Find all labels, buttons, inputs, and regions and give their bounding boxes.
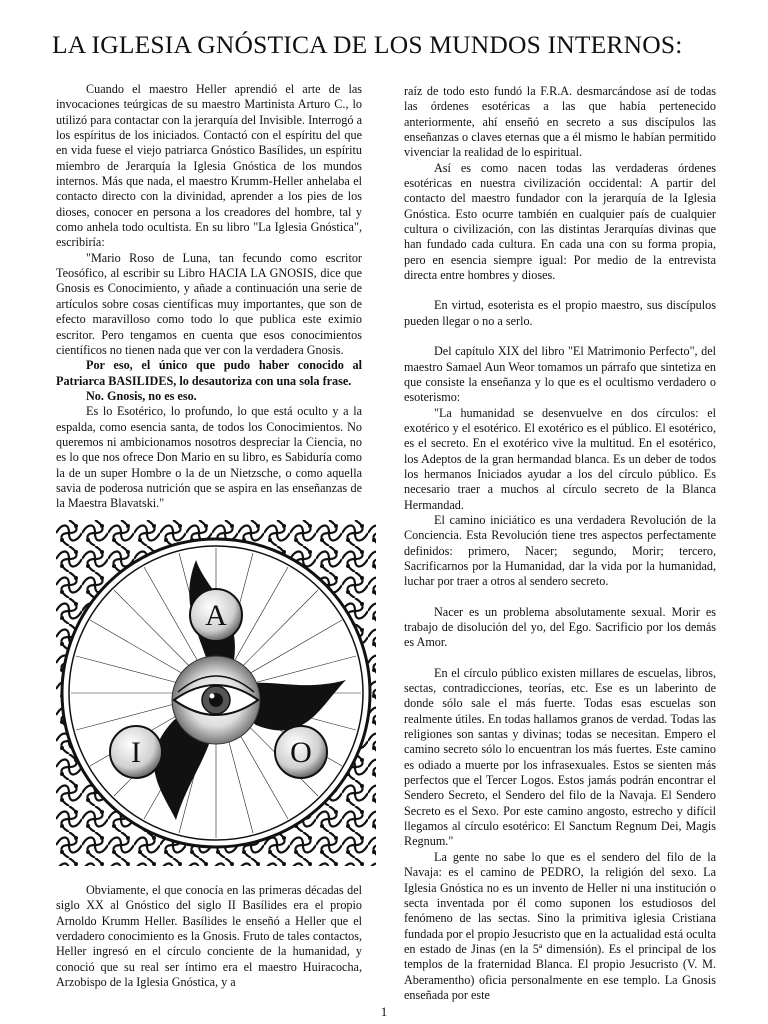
right-column (404, 84, 716, 1003)
page-number: 1 (380, 1004, 388, 1019)
paragraph: "La humanidad se desenvuelve en dos círculos: el exotérico y el esotérico. El exotérico es el público. El esotérico, es el secreto. En el exotérico vive la multitud. En el esotérico, los Adeptos de la gran hermandad blanca. Es un deber de todos los hermanos Iniciados ayudar a los del círculo público. Es necesario traer a muchos al círculo secreto de la Blanca Hermandad. (404, 405, 716, 512)
paragraph: raíz de todo esto fundó la F.R.A. desmarcándose así de todas las órdenes esotéricas a las que había pertenecido anteriormente, ahí enseñó en secreto a sus discípulos las enseñanzas o claves eternas que a él mismo le habían permitido vivenciar la realidad de lo espiritual. (404, 84, 716, 160)
paragraph: Del capítulo XIX del libro "El Matrimonio Perfecto", del maestro Samael Aun Weor tomamos un párrafo que sintetiza en que consiste la enseñanza y lo que es el ocultismo verdadero o esoterismo: (404, 344, 716, 405)
paragraph: En virtud, esoterista es el propio maestro, sus discípulos pueden llegar o no a serlo. (404, 298, 716, 328)
eye-triskelion-emblem (56, 520, 376, 866)
paragraph: No. Gnosis, no es eso. (86, 388, 197, 403)
paragraph: Es lo Esotérico, lo profundo, lo que está oculto y a la espalda, como esencia santa, de todos los Conocimientos. No queremos ni ambicionamos nosotros despreciar la Ciencia, no es lo que nos ofrece Don Mario en su libro, es Sabiduría como la de un super Hombre o la de un Nietzsche, o como aquella savia de poderosa nutrición que se aspira en las enseñanzas de la Maestra Blavatski." (56, 404, 362, 511)
paragraph: Así es como nacen todas las verdaderas órdenes esotéricas en nuestra civilización occidental: A partir del contacto del maestro fundador con la jerarquía de la Iglesia Gnóstica. Esto ocurre también en cualquier país de cualquier cultura o civilización, con las distintas Jerarquías divinas que han fundado cada cultura. En cada una con su forma propia, pero en esencia siempre igual: Por medio de la entrevista directa entre hombres y dioses. (404, 160, 716, 283)
paragraph: Obviamente, el que conocía en las primeras décadas del siglo XX al Gnóstico del siglo II Basílides era el propio Arnoldo Krumm Heller. Basílides le enseñó a Heller que el verdadero conocimiento es la Gnosis. Fruto de tales contactos, Heller ingresó en el círculo conciente de la humanidad, y conoció que su real ser íntimo era el maestro Huiracocha, Arzobispo de la Iglesia Gnóstica, y a (56, 883, 362, 990)
page-title: LA IGLESIA GNÓSTICA DE LOS MUNDOS INTERNOS: (52, 30, 683, 59)
paragraph: "Mario Roso de Luna, tan fecundo como escritor Teosófico, al escribir su Libro HACIA LA GNOSIS, dice que Gnosis es Conocimiento, y añade a continuación una serie de artículos sobre cosas científicas muy importantes, que son de efecto maravilloso como todo lo que publica este eximio escritor. Pero tengamos en cuenta que esos conocimientos científicos no tienen nada que ver con la verdadera Gnosis. (56, 250, 362, 357)
emblem-letter: I (131, 736, 141, 769)
paragraph: El camino iniciático es una verdadera Revolución de la Conciencia. Esta Revolución tiene tres aspectos perfectamente definidos: primero, Nacer; segundo, Morir; tercero, Sacrificarnos por la Humanidad, dar la vida por la humanidad, luchar por traer a otros al sendero secreto. (404, 512, 716, 589)
paragraph: La gente no sabe lo que es el sendero del filo de la Navaja: es el camino de PEDRO, la religión del sexo. La Iglesia Gnóstica no es un invento de Heller ni una institución o secta inventada por él como suponen los estudiosos del fenómeno de las sectas. Sino la primitiva iglesia Cristiana fundada por el propio Jesucristo que en la actualidad está oculta en estado de Jinas (en la 5ª dimensión). Es el principal de los templos de la fraternidad Blanca. El propio Jesucristo (V. M. Aberamentho) oficia personalmente en ese templo. La Gnosis enseñada por este (404, 849, 716, 1002)
eye-icon (172, 656, 260, 744)
paragraph: En el círculo público existen millares de escuelas, libros, sectas, contradicciones, teorías, etc. Ese es un laberinto de donde sólo sale el más fuerte. Todas esas escuelas son realmente útiles. En todas hallamos granos de verdad. Todas las religiones son santas y divinas; todas se necesitan. Empero el camino secreto sólo lo encuentran los más fuertes. Este camino es odiado a muerte por los infrasexuales. Estos se sienten más perfectos que el Tercer Logos. Estos jamás podrán encontrar el Sendero Secreto, el Sendero del filo de la Navaja. El Sendero Secreto es el Sexo. Por este camino angosto, estrecho y difícil llegamos al círculo esotérico: El Sanctum Regnum Dei, Magis Regnum." (404, 665, 716, 849)
left-column (56, 82, 362, 512)
paragraph: Cuando el maestro Heller aprendió el arte de las invocaciones teúrgicas de su maestro Martinista Arturo C., lo utilizó para contactar con la jerarquía del Invisible. Interrogó a los espíritus de los iniciados. Contactó con el espíritu del que en vida fuese el viejo patriarca Gnóstico Basílides, un espíritu miembro de Jerarquía la Iglesia Gnóstica de los mundos internos. Más que nada, el maestro Krumm-Heller anhelaba el contacto directo con la divinidad, aprender a los pies de los dioses, conocer en persona a los creadores del hombre, tal y como anhela todo ocultista. En su libro "La Iglesia Gnóstica", escribiría: (56, 82, 362, 250)
emblem-letter: O (290, 736, 312, 769)
emblem-letter: A (205, 599, 227, 632)
left-column-bottom (56, 883, 362, 990)
paragraph: Por eso, el único que pudo haber conocido al Patriarca BASILIDES, lo desautoriza con una sola frase. (56, 358, 362, 388)
paragraph: Nacer es un problema absolutamente sexual. Morir es trabajo de disolución del yo, del Ego. Sacrificio por los demás es Amor. (404, 604, 716, 650)
